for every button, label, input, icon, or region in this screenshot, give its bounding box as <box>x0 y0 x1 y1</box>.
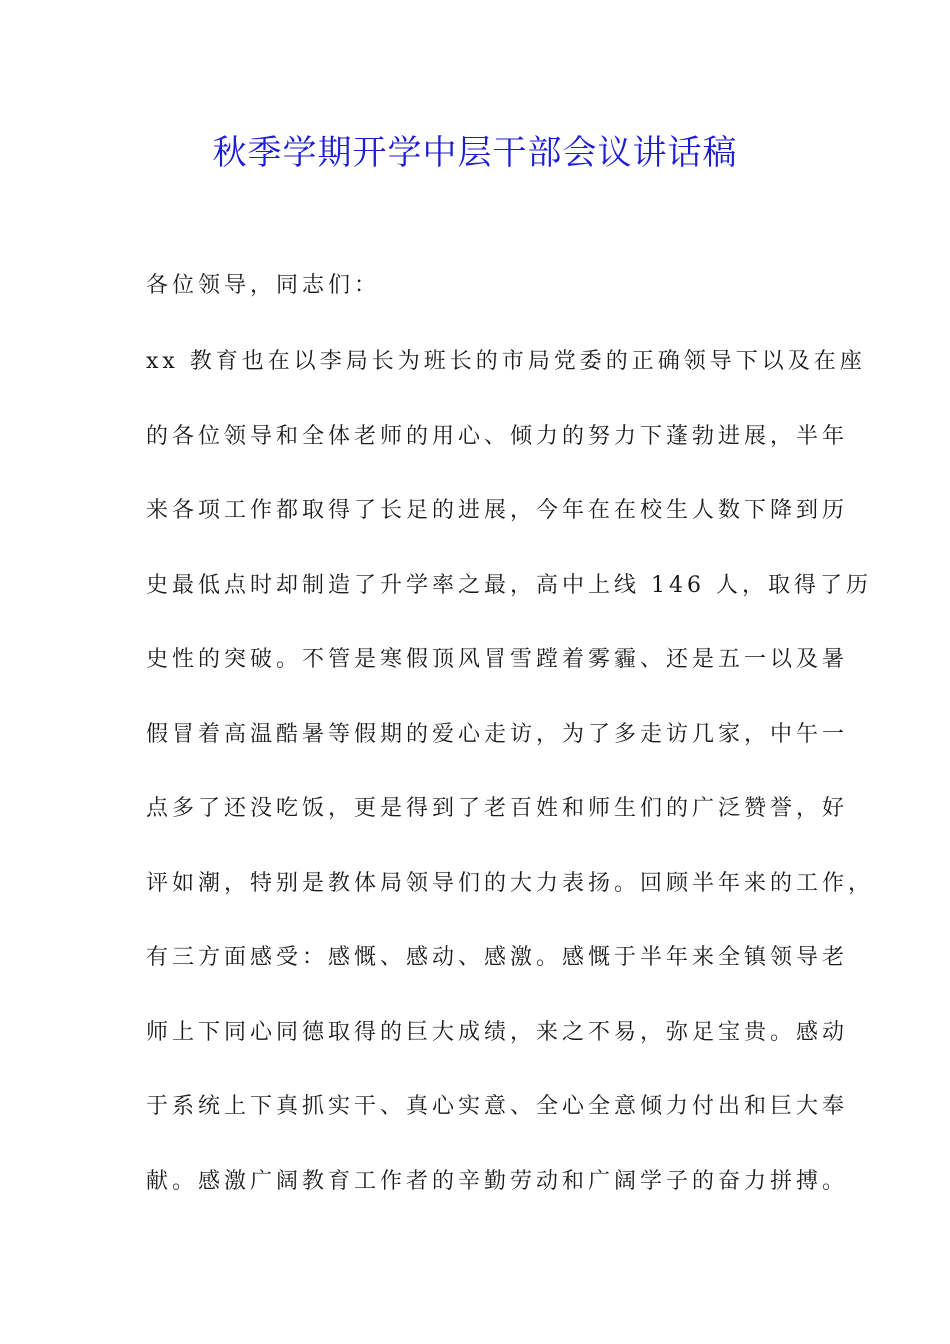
body-paragraph <box>146 342 875 1236</box>
paragraph-line: 来各项工作都取得了长足的进展，今年在在校生人数下降到历 <box>146 498 849 523</box>
paragraph-line: 假冒着高温酷暑等假期的爱心走访，为了多走访几家，中午一 <box>146 721 849 747</box>
paragraph-line: 师上下同心同德取得的巨大成绩，来之不易，弥足宝贵。感动 <box>146 1019 849 1045</box>
paragraph-line: 于系统上下真抓实干、真心实意、全心全意倾力付出和巨大奉 <box>146 1094 849 1119</box>
paragraph-line: xx 教育也在以李局长为班长的市局党委的正确领导下以及在座 <box>146 349 866 374</box>
salutation: 各位领导，同志们： <box>146 273 381 298</box>
paragraph-line: 史性的突破。不管是寒假顶风冒雪蹚着雾霾、还是五一以及暑 <box>146 647 849 672</box>
paragraph-line: 点多了还没吃饭，更是得到了老百姓和师生们的广泛赞誉，好 <box>146 796 849 821</box>
paragraph-line: 有三方面感受：感慨、感动、感激。感慨于半年来全镇领导老 <box>146 945 849 970</box>
document-title: 秋季学期开学中层干部会议讲话稿 <box>212 133 738 173</box>
paragraph-line: 的各位领导和全体老师的用心、倾力的努力下蓬勃进展，半年 <box>146 423 849 449</box>
paragraph-line: 献。感激广阔教育工作者的辛勤劳动和广阔学子的奋力拼搏。 <box>146 1168 849 1194</box>
paragraph-line: 史最低点时却制造了升学率之最，高中上线 146 人，取得了历 <box>146 572 872 598</box>
paragraph-line: 评如潮，特别是教体局领导们的大力表扬。回顾半年来的工作， <box>146 870 875 896</box>
